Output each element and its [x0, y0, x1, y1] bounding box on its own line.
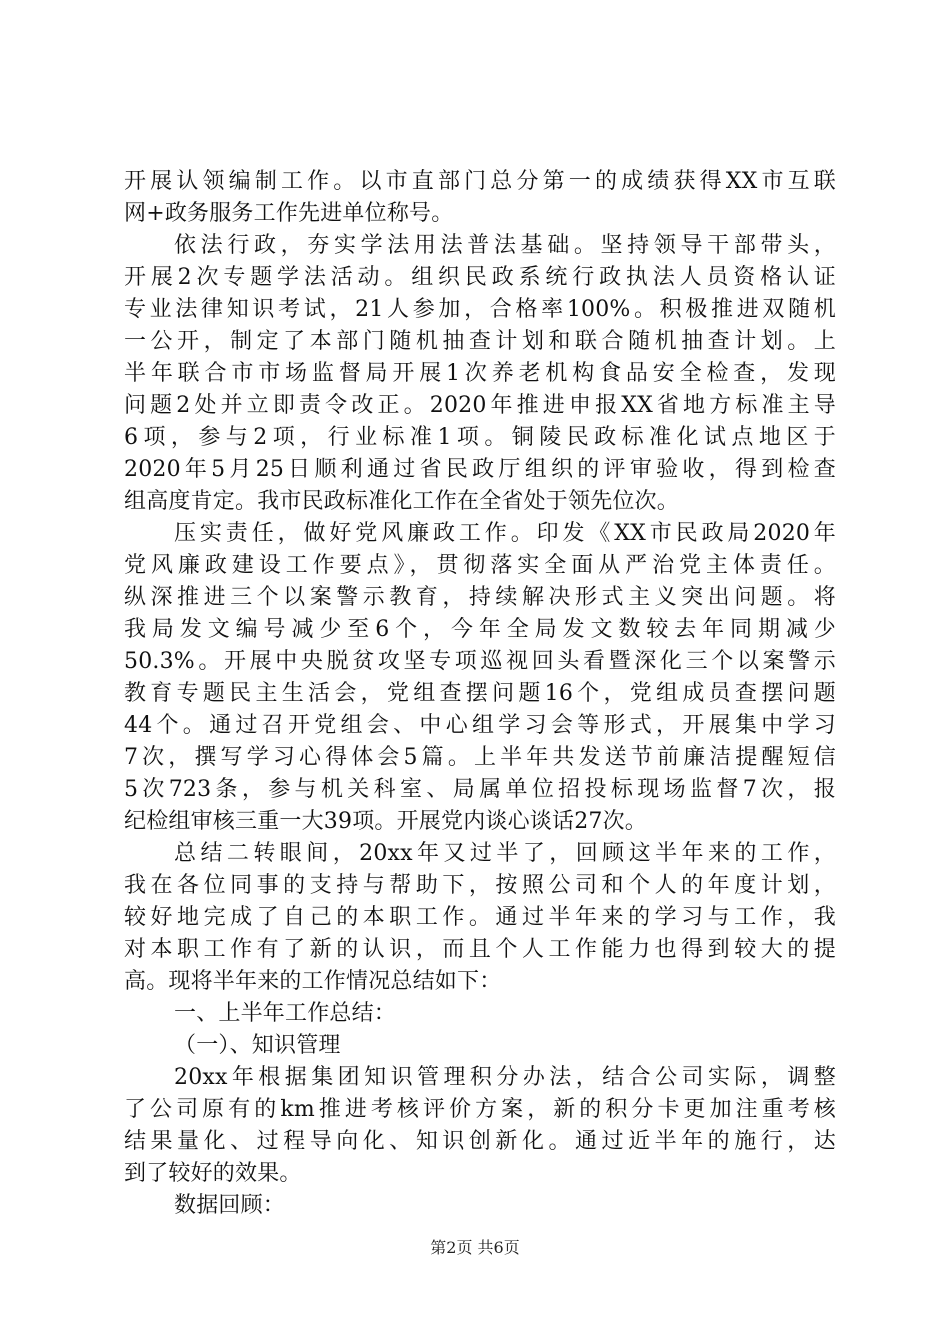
text-line: 了公司原有的km推进考核评价方案，新的积分卡更加注重考核: [124, 1097, 836, 1122]
paragraph-first-line: 20xx年根据集团知识管理积分办法，结合公司实际，调整: [174, 1065, 836, 1090]
text-line: 组高度肯定。我市民政标准化工作在全省处于领先位次。: [124, 489, 680, 514]
paragraph-first-line: 依法行政，夯实学法用法普法基础。坚持领导干部带头，: [174, 233, 836, 258]
data-review-heading: 数据回顾：: [174, 1193, 286, 1218]
text-line: 对本职工作有了新的认识，而且个人工作能力也得到较大的提: [124, 937, 836, 962]
text-line: 纪检组审核三重一大39项。开展党内谈心谈话27次。: [124, 809, 647, 834]
text-line: 2020年5月25日顺利通过省民政厅组织的评审验收，得到检查: [124, 457, 836, 482]
text-line: 半年联合市市场监督局开展1次养老机构食品安全检查，发现: [124, 361, 836, 386]
text-line: 教育专题民主生活会，党组查摆问题16个，党组成员查摆问题: [124, 681, 836, 706]
paragraph-first-line: 总结二转眼间，20xx年又过半了，回顾这半年来的工作，: [174, 841, 836, 866]
text-line: 纵深推进三个以案警示教育，持续解决形式主义突出问题。将: [124, 585, 836, 610]
text-line: 专业法律知识考试，21人参加，合格率100%。积极推进双随机: [124, 297, 836, 322]
text-line: 较好地完成了自己的本职工作。通过半年来的学习与工作，我: [124, 905, 836, 930]
text-line: 44个。通过召开党组会、中心组学习会等形式，开展集中学习: [124, 713, 836, 738]
text-line: 5次723条，参与机关科室、局属单位招投标现场监督7次，报: [124, 777, 836, 802]
text-line: 开展2次专题学法活动。组织民政系统行政执法人员资格认证: [124, 265, 836, 290]
text-line: 网+政务服务工作先进单位称号。: [124, 201, 454, 226]
page-number-footer: 第2页 共6页: [430, 1238, 520, 1257]
text-line: 7次，撰写学习心得体会5篇。上半年共发送节前廉洁提醒短信: [124, 745, 836, 770]
subsection-heading: （一）、知识管理: [174, 1033, 341, 1058]
text-line: 结果量化、过程导向化、知识创新化。通过近半年的施行，达: [124, 1129, 836, 1154]
paragraph-first-line: 压实责任，做好党风廉政工作。印发《XX市民政局2020年: [174, 521, 836, 546]
text-line: 党风廉政建设工作要点》，贯彻落实全面从严治党主体责任。: [124, 553, 836, 578]
text-line: 一公开，制定了本部门随机抽查计划和联合随机抽查计划。上: [124, 329, 836, 354]
text-line: 6项，参与2项，行业标准1项。铜陵民政标准化试点地区于: [124, 425, 836, 450]
text-line: 50.3%。开展中央脱贫攻坚专项巡视回头看暨深化三个以案警示: [124, 649, 836, 674]
text-line: 到了较好的效果。: [124, 1161, 302, 1186]
text-line: 问题2处并立即责令改正。2020年推进申报XX省地方标准主导: [124, 393, 836, 418]
text-line: 开展认领编制工作。以市直部门总分第一的成绩获得XX市互联: [124, 169, 836, 194]
text-line: 我在各位同事的支持与帮助下，按照公司和个人的年度计划，: [124, 873, 836, 898]
document-body: [124, 166, 836, 1222]
section-heading: 一、上半年工作总结：: [174, 1001, 397, 1026]
text-line: 我局发文编号减少至6个，今年全局发文数较去年同期减少: [124, 617, 836, 642]
text-line: 高。现将半年来的工作情况总结如下：: [124, 969, 502, 994]
